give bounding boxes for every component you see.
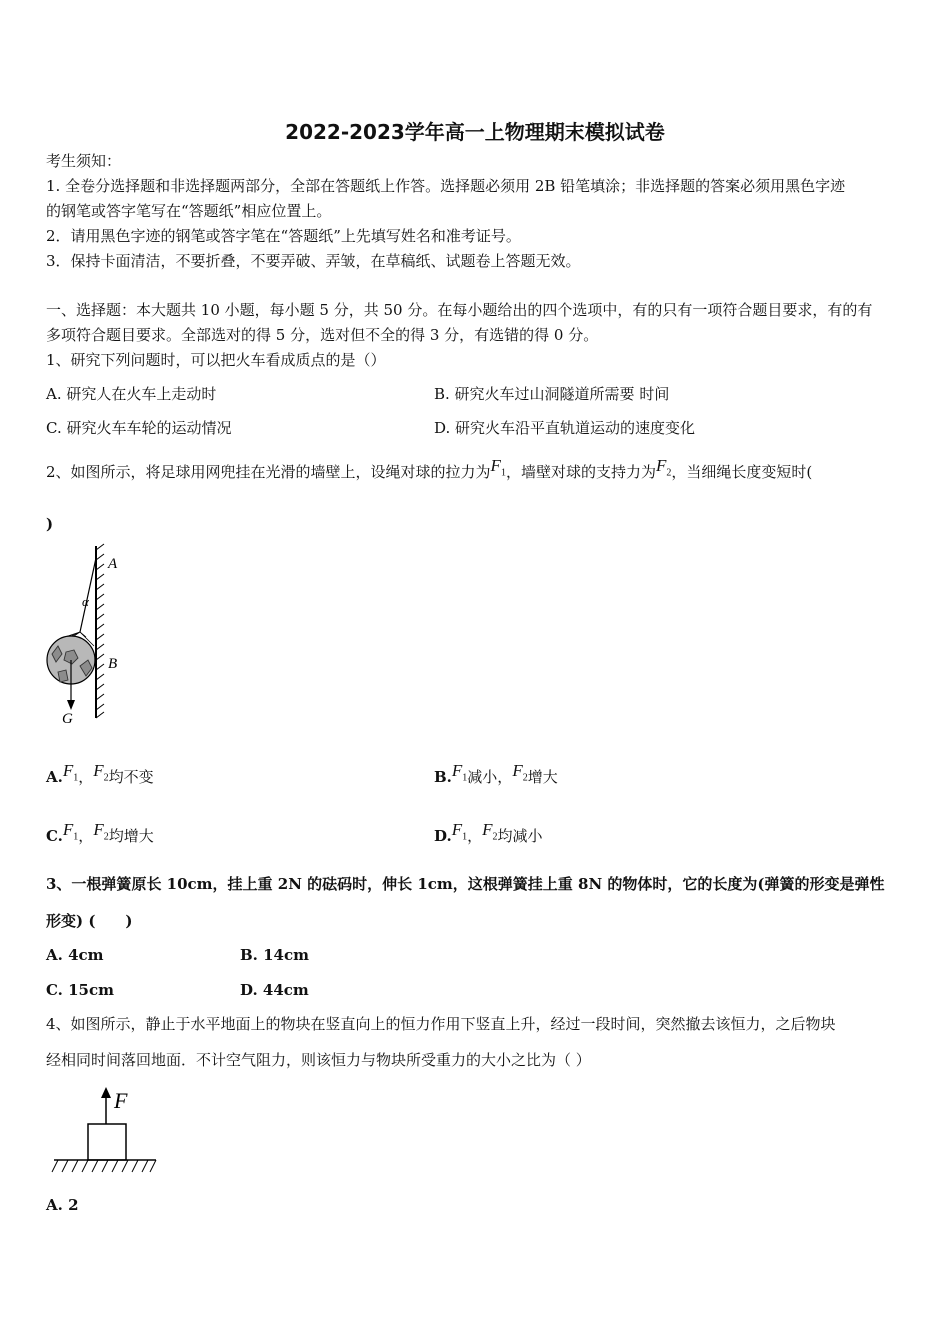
force-arrowhead xyxy=(101,1087,111,1098)
ground-hatching xyxy=(52,1160,156,1172)
question-2-stem-end: ) xyxy=(46,515,54,533)
section-1-instructions-line-1: 一、选择题：本大题共 10 小题，每小题 5 分，共 50 分。在每小题给出的四个选项中，有的只有一项符合题目要求，有的有 xyxy=(46,301,873,319)
question-3-option-a: A. 4cm xyxy=(46,946,104,964)
question-4-stem-line-1: 4、如图所示，静止于水平地面上的物块在竖直向上的恒力作用下竖直上升，经过一段时间，突然撤去该恒力，之后物块 xyxy=(46,1015,836,1033)
question-2-stem xyxy=(46,456,813,490)
notice-item-1-line-1: 1. 全卷分选择题和非选择题两部分，全部在答题纸上作答。选择题必须用 2B 铅笔填涂；非选择题的答案必须用黑色字迹 xyxy=(46,177,846,195)
question-3-stem-line-1: 3、一根弹簧原长 10cm，挂上重 2N 的砝码时，伸长 1cm，这根弹簧挂上重 8N 的物体时，它的长度为(弹簧的形变是弹性 xyxy=(46,875,885,893)
question-1-option-a: A. 研究人在火车上走动时 xyxy=(46,385,217,403)
question-1-option-d: D. 研究火车沿平直轨道运动的速度变化 xyxy=(434,419,696,437)
block-force-figure xyxy=(50,1084,162,1176)
notice-item-2: 2．请用黑色字迹的钢笔或答字笔在“答题纸”上先填写姓名和准考证号。 xyxy=(46,227,521,245)
notice-item-1-line-2: 的钢笔或答字笔写在“答题纸”相应位置上。 xyxy=(46,202,332,220)
question-4-option-a: A. 2 xyxy=(46,1196,79,1214)
notice-item-3: 3．保持卡面清洁，不要折叠，不要弄破、弄皱，在草稿纸、试题卷上答题无效。 xyxy=(46,252,581,270)
question-2-stem-part-3: ，当细绳长度变短时( xyxy=(671,463,813,481)
question-3-option-c: C. 15cm xyxy=(46,981,114,999)
notice-heading: 考生须知： xyxy=(46,152,122,170)
football-on-wall-figure xyxy=(40,540,140,730)
question-2-stem-part-2: ，墙壁对球的支持力为 xyxy=(505,463,656,481)
question-3-option-b: B. 14cm xyxy=(240,946,310,964)
question-2-option-b: $B.F_1$减小，$F_2$增大 xyxy=(434,761,558,786)
question-3-option-d: D. 44cm xyxy=(240,981,309,999)
section-1-instructions-line-2: 多项符合题目要求。全部选对的得 5 分，选对但不全的得 3 分，有选错的得 0 分。 xyxy=(46,326,599,344)
label-b: B xyxy=(108,656,118,672)
label-a: A xyxy=(108,556,118,572)
question-1-option-b: B. 研究火车过山洞隧道所需要 时间 xyxy=(434,385,670,403)
angle-alpha-label: α xyxy=(82,594,89,609)
force-f2-symbol: $F_2$ xyxy=(655,456,672,479)
question-3-stem-line-2: 形变) ( ) xyxy=(46,912,133,930)
force-f1-symbol: $F_1$ xyxy=(490,456,506,479)
page-title: 2022-2023学年高一上物理期末模拟试卷 xyxy=(285,120,665,144)
question-2-option-d: $D.F_1$，$F_2$均减小 xyxy=(434,820,543,845)
question-2-stem-part-1: 2、如图所示，将足球用网兜挂在光滑的墙壁上，设绳对球的拉力为 xyxy=(46,463,491,481)
label-g: G xyxy=(62,711,73,727)
question-4-stem-line-2: 经相同时间落回地面．不计空气阻力，则该恒力与物块所受重力的大小之比为（ ） xyxy=(46,1051,591,1069)
question-1-stem: 1、研究下列问题时，可以把火车看成质点的是（） xyxy=(46,351,386,369)
question-2-option-a: $A.F_1$，$F_2$均不变 xyxy=(46,761,154,786)
gravity-arrowhead xyxy=(67,700,75,710)
block xyxy=(88,1124,126,1160)
question-2-option-c: $C.F_1$，$F_2$均增大 xyxy=(46,820,154,845)
question-1-option-c: C. 研究火车车轮的运动情况 xyxy=(46,419,232,437)
force-label-f: F xyxy=(114,1088,128,1113)
wall-hatching xyxy=(96,544,104,718)
